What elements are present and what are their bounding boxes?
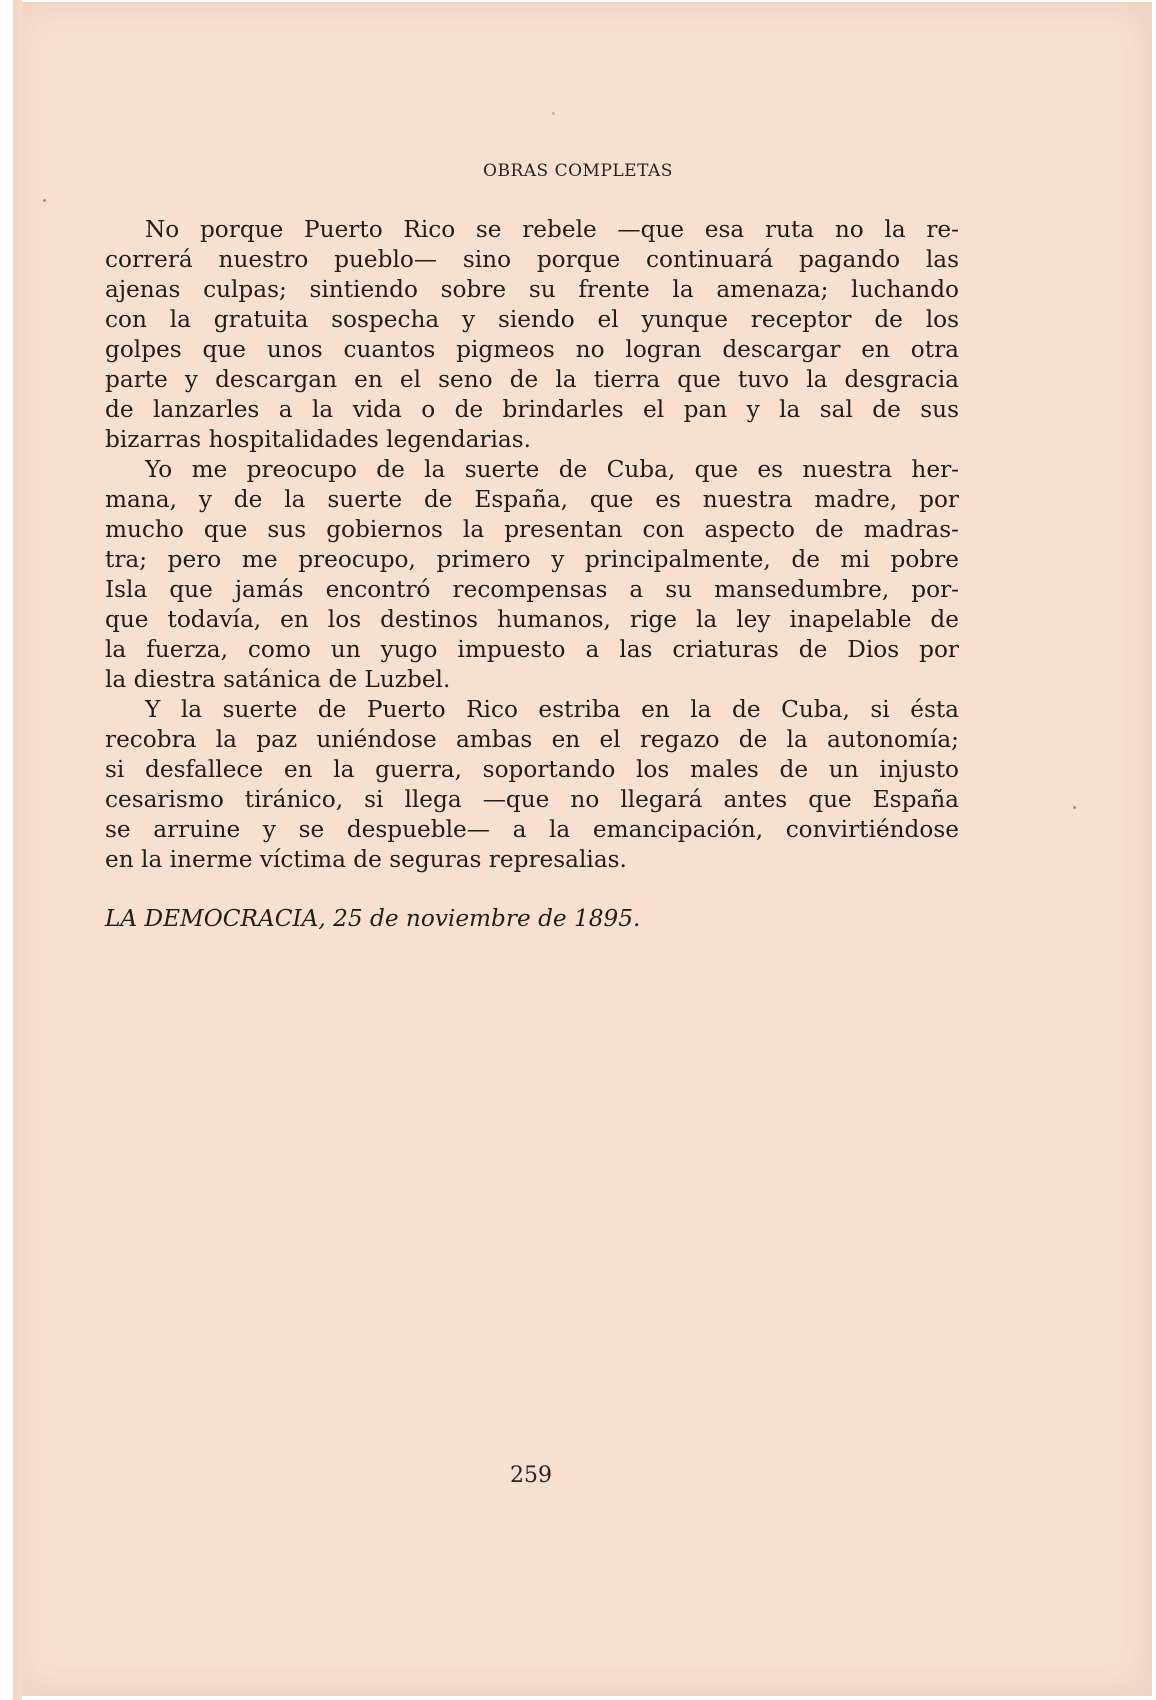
paper-left-edge bbox=[0, 0, 22, 1700]
article-body bbox=[105, 215, 959, 875]
text-line: Isla que jamás encontró recompensas a su mansedumbre, por- bbox=[105, 576, 959, 603]
text-line: con la gratuita sospecha y siendo el yunque receptor de los bbox=[105, 306, 959, 333]
paper-speck bbox=[552, 112, 555, 115]
source-attribution: LA DEMOCRACIA, 25 de noviembre de 1895. bbox=[105, 905, 641, 932]
paragraph-3 bbox=[105, 695, 959, 875]
text-line: parte y descargan en el seno de la tierra que tuvo la desgracia bbox=[105, 366, 959, 393]
text-line: en la inerme víctima de seguras represalias. bbox=[105, 846, 627, 873]
text-line: ajenas culpas; sintiendo sobre su frente la amenaza; luchando bbox=[105, 276, 959, 303]
paper-speck bbox=[43, 199, 46, 202]
paper-speck bbox=[1073, 806, 1076, 809]
text-line: mana, y de la suerte de España, que es nuestra madre, por bbox=[105, 486, 959, 513]
text-line: de lanzarles a la vida o de brindarles el pan y la sal de sus bbox=[105, 396, 959, 423]
running-title: OBRAS COMPLETAS bbox=[483, 161, 673, 181]
text-line: se arruine y se despueble— a la emancipación, convirtiéndose bbox=[105, 816, 959, 843]
text-line: tra; pero me preocupo, primero y principalmente, de mi pobre bbox=[105, 546, 959, 573]
text-line: recobra la paz uniéndose ambas en el regazo de la autonomía; bbox=[105, 726, 959, 753]
text-line: correrá nuestro pueblo— sino porque continuará pagando las bbox=[105, 246, 959, 273]
text-line: No porque Puerto Rico se rebele —que esa ruta no la re- bbox=[145, 216, 959, 243]
text-line: si desfallece en la guerra, soportando los males de un injusto bbox=[105, 756, 959, 783]
text-line: que todavía, en los destinos humanos, rige la ley inapelable de bbox=[105, 606, 959, 633]
text-line: la fuerza, como un yugo impuesto a las criaturas de Dios por bbox=[105, 636, 959, 663]
text-line: cesarismo tiránico, si llega —que no llegará antes que España bbox=[105, 786, 959, 813]
page-number: 259 bbox=[510, 1463, 552, 1488]
paragraph-2 bbox=[105, 455, 959, 695]
text-line: Yo me preocupo de la suerte de Cuba, que es nuestra her- bbox=[145, 456, 959, 483]
text-line: Y la suerte de Puerto Rico estriba en la de Cuba, si ésta bbox=[145, 696, 959, 723]
text-line: la diestra satánica de Luzbel. bbox=[105, 666, 451, 693]
text-line: mucho que sus gobiernos la presentan con aspecto de madras- bbox=[105, 516, 959, 543]
text-line: golpes que unos cuantos pigmeos no logran descargar en otra bbox=[105, 336, 959, 363]
paragraph-1 bbox=[105, 215, 959, 455]
text-line: bizarras hospitalidades legendarias. bbox=[105, 426, 531, 453]
